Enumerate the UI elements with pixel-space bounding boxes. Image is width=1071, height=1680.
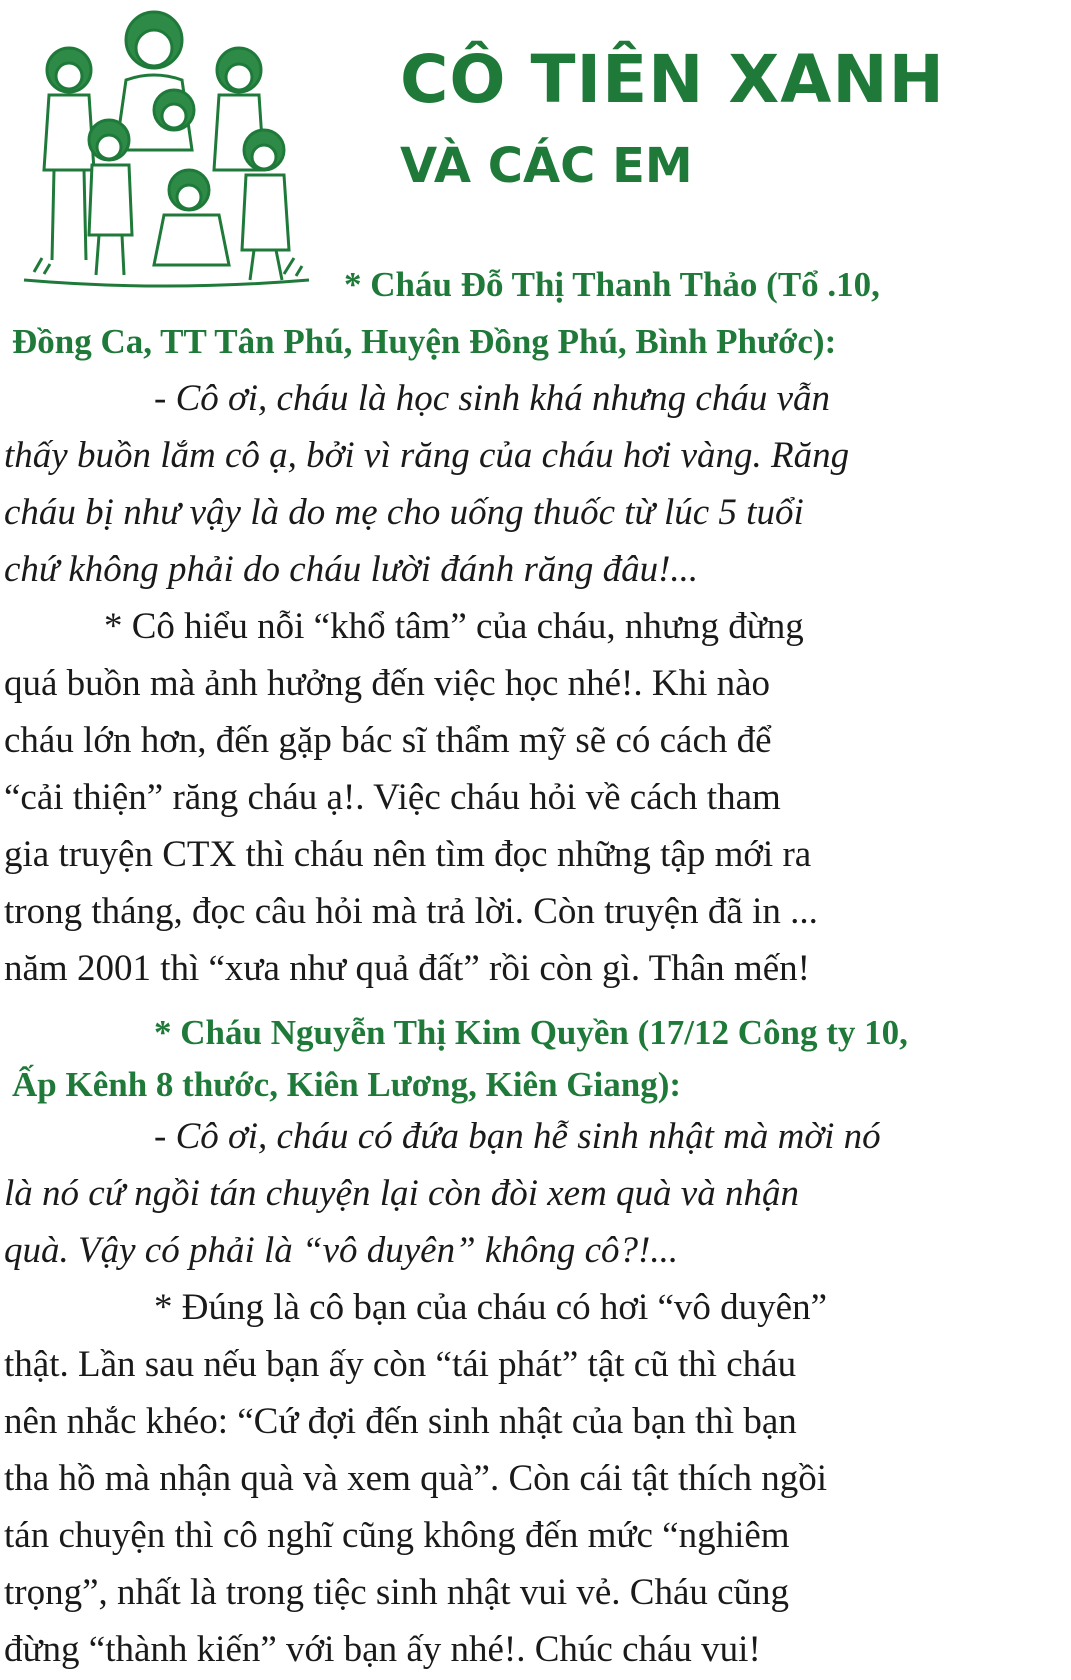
letter-1-answer-line-2: quá buồn mà ảnh hưởng đến việc học nhé!. Khi nào — [4, 663, 771, 704]
letter-1-question-line-1: - Cô ơi, cháu là học sinh khá nhưng cháu vẫn — [154, 378, 831, 419]
letter-2-answer-line-6: trọng”, nhất là trong tiệc sinh nhật vui vẻ. Cháu cũng — [4, 1572, 790, 1613]
letter-2-answer-line-5: tán chuyện thì cô nghĩ cũng không đến mức “nghiêm — [4, 1515, 790, 1556]
letter-1-answer-line-5: gia truyện CTX thì cháu nên tìm đọc những tập mới ra — [4, 834, 812, 875]
page-subtitle: VÀ CÁC EM — [400, 138, 693, 194]
letter-1-answer-line-3: cháu lớn hơn, đến gặp bác sĩ thẩm mỹ sẽ có cách để — [4, 720, 772, 761]
letter-2-answer-line-3: nên nhắc khéo: “Cứ đợi đến sinh nhật của bạn thì bạn — [4, 1401, 797, 1442]
letter-1-question-line-2: thấy buồn lắm cô ạ, bởi vì răng của cháu hơi vàng. Răng — [4, 435, 850, 476]
letter-2-answer-line-4: tha hồ mà nhận quà và xem quà”. Còn cái tật thích ngồi — [4, 1458, 828, 1499]
letter-1-question-line-3: cháu bị như vậy là do mẹ cho uống thuốc từ lúc 5 tuổi — [4, 492, 804, 533]
title-block — [400, 40, 1040, 198]
letter-1-head-line-2: Đồng Ca, TT Tân Phú, Huyện Đồng Phú, Bình Phước): — [12, 322, 837, 361]
letter-2 — [4, 1004, 1066, 1678]
letter-1-question-line-4: chứ không phải do cháu lười đánh răng đâu!... — [4, 549, 699, 590]
letter-1-answer-line-1: * Cô hiểu nỗi “khổ tâm” của cháu, nhưng đừng — [104, 606, 804, 647]
letter-1-answer-line-7: năm 2001 thì “xưa như quả đất” rồi còn gì. Thân mến! — [4, 948, 810, 989]
letter-2-question-line-2: là nó cứ ngồi tán chuyện lại còn đòi xem quà và nhận — [4, 1173, 799, 1214]
letter-2-head-line-1: * Cháu Nguyễn Thị Kim Quyền (17/12 Công ty 10, — [154, 1013, 908, 1052]
letter-2-answer-line-7: đừng “thành kiến” với bạn ấy nhé!. Chúc cháu vui! — [4, 1629, 761, 1670]
page-title: CÔ TIÊN XANH — [400, 41, 945, 118]
letter-1-answer-line-6: trong tháng, đọc câu hỏi mà trả lời. Còn truyện đã in ... — [4, 891, 818, 932]
letter-2-head-line-2: Ấp Kênh 8 thước, Kiên Lương, Kiên Giang): — [12, 1065, 682, 1104]
letter-2-question-line-3: quà. Vậy có phải là “vô duyên” không cô?!... — [4, 1230, 679, 1271]
letter-1-answer-line-4: “cải thiện” răng cháu ạ!. Việc cháu hỏi về cách tham — [4, 777, 781, 818]
letter-1-head-line-1: * Cháu Đỗ Thị Thanh Thảo (Tổ .10, — [344, 265, 880, 304]
letter-2-answer-line-1: * Đúng là cô bạn của cháu có hơi “vô duyên” — [154, 1287, 827, 1328]
letter-1 — [4, 256, 1066, 997]
children-with-fairy-illustration-icon — [14, 0, 314, 292]
letter-2-question-line-1: - Cô ơi, cháu có đứa bạn hễ sinh nhật mà mời nó — [154, 1116, 881, 1157]
letter-2-answer-line-2: thật. Lần sau nếu bạn ấy còn “tái phát” tật cũ thì cháu — [4, 1344, 797, 1385]
